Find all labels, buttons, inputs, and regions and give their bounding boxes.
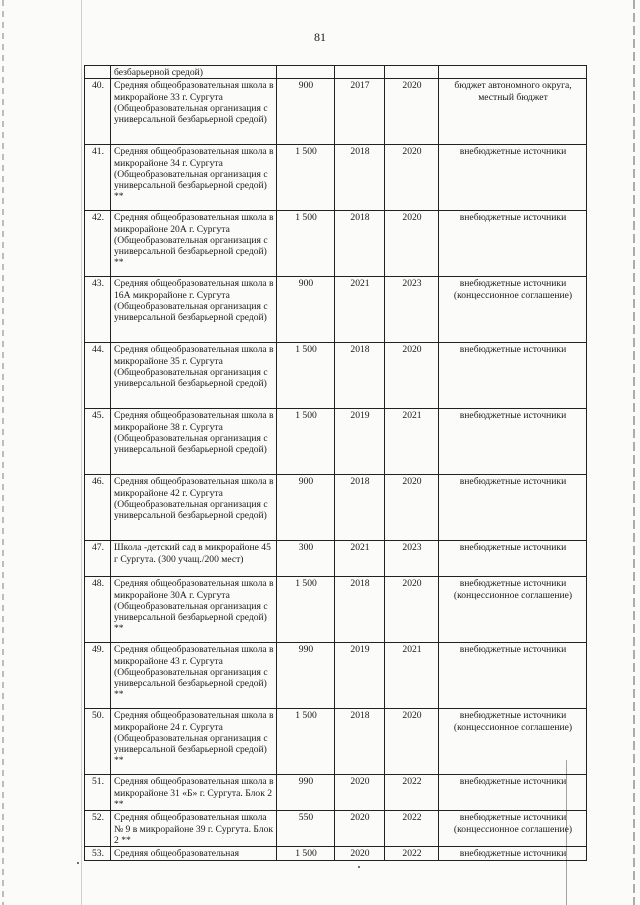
cell-y2: 2020 — [385, 709, 439, 775]
cell-num: 45. — [85, 409, 111, 475]
cell-y2: 2021 — [385, 643, 439, 709]
cell-y2: 2020 — [385, 343, 439, 409]
cell-cap: 990 — [277, 643, 335, 709]
cell-name: Средняя общеобразовательная школа в микрорайоне 24 г. Сургута (Общеобразовательная организация с универсальной безбарьерной средой) ** — [111, 709, 277, 775]
cell-name: Средняя общеобразовательная школа в микрорайоне 20А г. Сургута (Общеобразовательная организация с универсальной безбарьерной средой) ** — [111, 211, 277, 277]
cell-y1: 2018 — [335, 145, 385, 211]
table-row — [85, 709, 587, 775]
cell-src: внебюджетные источники (концессионное соглашение) — [439, 709, 587, 775]
cell-name: Средняя общеобразовательная школа в микрорайоне 33 г. Сургута (Общеобразовательная организация с универсальной безбарьерной средой) — [111, 79, 277, 145]
cell-src: внебюджетные источники — [439, 643, 587, 709]
cell-cap: 1 500 — [277, 709, 335, 775]
cell-num: 44. — [85, 343, 111, 409]
cell-num: 47. — [85, 541, 111, 577]
cell-name: Средняя общеобразовательная школа № 9 в микрорайоне 39 г. Сургута. Блок 2 ** — [111, 811, 277, 847]
cell-y2 — [385, 66, 439, 79]
cell-cap — [277, 66, 335, 79]
cell-cap: 300 — [277, 541, 335, 577]
table-row — [85, 211, 587, 277]
scan-dot — [77, 862, 79, 864]
table-row — [85, 409, 587, 475]
cell-name: Средняя общеобразовательная школа в микрорайоне 38 г. Сургута (Общеобразовательная организация с универсальной безбарьерной средой) — [111, 409, 277, 475]
cell-y2: 2022 — [385, 811, 439, 847]
cell-num: 53. — [85, 847, 111, 860]
table-row — [85, 145, 587, 211]
table-row — [85, 775, 587, 811]
cell-y2: 2023 — [385, 541, 439, 577]
table-row — [85, 66, 587, 79]
cell-y1: 2020 — [335, 847, 385, 860]
table-row — [85, 541, 587, 577]
cell-y1: 2018 — [335, 343, 385, 409]
cell-y2: 2020 — [385, 475, 439, 541]
cell-cap: 900 — [277, 79, 335, 145]
cell-name: Школа -детский сад в микрорайоне 45 г Сургута. (300 учащ./200 мест) — [111, 541, 277, 577]
cell-num: 40. — [85, 79, 111, 145]
cell-y2: 2021 — [385, 409, 439, 475]
cell-src: внебюджетные источники — [439, 145, 587, 211]
cell-src: внебюджетные источники (концессионное соглашение) — [439, 811, 587, 847]
table-row — [85, 343, 587, 409]
binding-line — [81, 0, 82, 905]
cell-num: 49. — [85, 643, 111, 709]
cell-num: 51. — [85, 775, 111, 811]
cell-name: безбарьерной средой) — [111, 66, 277, 79]
cell-name: Средняя общеобразовательная — [111, 847, 277, 860]
cell-name: Средняя общеобразовательная школа в микрорайоне 43 г. Сургута (Общеобразовательная организация с универсальной безбарьерной средой) ** — [111, 643, 277, 709]
table-row — [85, 847, 587, 860]
cell-cap: 900 — [277, 475, 335, 541]
cell-name: Средняя общеобразовательная школа в микрорайоне 31 «Б» г. Сургута. Блок 2 ** — [111, 775, 277, 811]
cell-y2: 2022 — [385, 847, 439, 860]
cell-src: внебюджетные источники — [439, 475, 587, 541]
table-row — [85, 643, 587, 709]
cell-y2: 2020 — [385, 211, 439, 277]
cell-src: внебюджетные источники — [439, 847, 587, 860]
scan-dot — [358, 866, 360, 868]
cell-y1 — [335, 66, 385, 79]
cell-name: Средняя общеобразовательная школа в микрорайоне 30А г. Сургута (Общеобразовательная организация с универсальной безбарьерной средой) ** — [111, 577, 277, 643]
cell-num: 52. — [85, 811, 111, 847]
scan-edge-right — [633, 0, 635, 905]
cell-cap: 1 500 — [277, 343, 335, 409]
cell-src: внебюджетные источники (концессионное соглашение) — [439, 277, 587, 343]
cell-src: внебюджетные источники — [439, 775, 587, 811]
cell-y1: 2019 — [335, 409, 385, 475]
cell-num: 48. — [85, 577, 111, 643]
cell-cap: 550 — [277, 811, 335, 847]
objects-table — [84, 65, 587, 861]
cell-y2: 2023 — [385, 277, 439, 343]
cell-cap: 990 — [277, 775, 335, 811]
cell-y1: 2019 — [335, 643, 385, 709]
cell-src: внебюджетные источники (концессионное соглашение) — [439, 577, 587, 643]
cell-name: Средняя общеобразовательная школа в микрорайоне 35 г. Сургута (Общеобразовательная организация с универсальной безбарьерной средой) — [111, 343, 277, 409]
cell-cap: 900 — [277, 277, 335, 343]
table-row — [85, 277, 587, 343]
cell-cap: 1 500 — [277, 577, 335, 643]
cell-y1: 2021 — [335, 541, 385, 577]
cell-cap: 1 500 — [277, 409, 335, 475]
cell-src: внебюджетные источники — [439, 211, 587, 277]
cell-cap: 1 500 — [277, 211, 335, 277]
cell-num: 42. — [85, 211, 111, 277]
cell-src: внебюджетные источники — [439, 409, 587, 475]
table-row — [85, 811, 587, 847]
cell-num: 41. — [85, 145, 111, 211]
table-row — [85, 475, 587, 541]
cell-y1: 2021 — [335, 277, 385, 343]
cell-num: 43. — [85, 277, 111, 343]
cell-num — [85, 66, 111, 79]
cell-y1: 2017 — [335, 79, 385, 145]
cell-y2: 2020 — [385, 79, 439, 145]
cell-src: внебюджетные источники — [439, 541, 587, 577]
cell-num: 50. — [85, 709, 111, 775]
cell-y2: 2020 — [385, 577, 439, 643]
cell-y1: 2018 — [335, 211, 385, 277]
cell-y2: 2022 — [385, 775, 439, 811]
cell-name: Средняя общеобразовательная школа в 16А микрорайоне г. Сургута (Общеобразовательная организация с универсальной безбарьерной средой) — [111, 277, 277, 343]
cell-src — [439, 66, 587, 79]
cell-cap: 1 500 — [277, 847, 335, 860]
cell-y2: 2020 — [385, 145, 439, 211]
scan-edge-left — [2, 0, 4, 905]
cell-y1: 2020 — [335, 775, 385, 811]
cell-y1: 2020 — [335, 811, 385, 847]
cell-src: бюджет автономного округа, местный бюджет — [439, 79, 587, 145]
table-row — [85, 577, 587, 643]
cell-name: Средняя общеобразовательная школа в микрорайоне 42 г. Сургута (Общеобразовательная организация с универсальной безбарьерной средой) — [111, 475, 277, 541]
cell-name: Средняя общеобразовательная школа в микрорайоне 34 г. Сургута (Общеобразовательная организация с универсальной безбарьерной средой) ** — [111, 145, 277, 211]
cell-src: внебюджетные источники — [439, 343, 587, 409]
cell-y1: 2018 — [335, 709, 385, 775]
page-number: 81 — [314, 30, 326, 44]
table-body — [85, 66, 587, 861]
cell-num: 46. — [85, 475, 111, 541]
cell-y1: 2018 — [335, 475, 385, 541]
cell-cap: 1 500 — [277, 145, 335, 211]
cell-y1: 2018 — [335, 577, 385, 643]
table-row — [85, 79, 587, 145]
